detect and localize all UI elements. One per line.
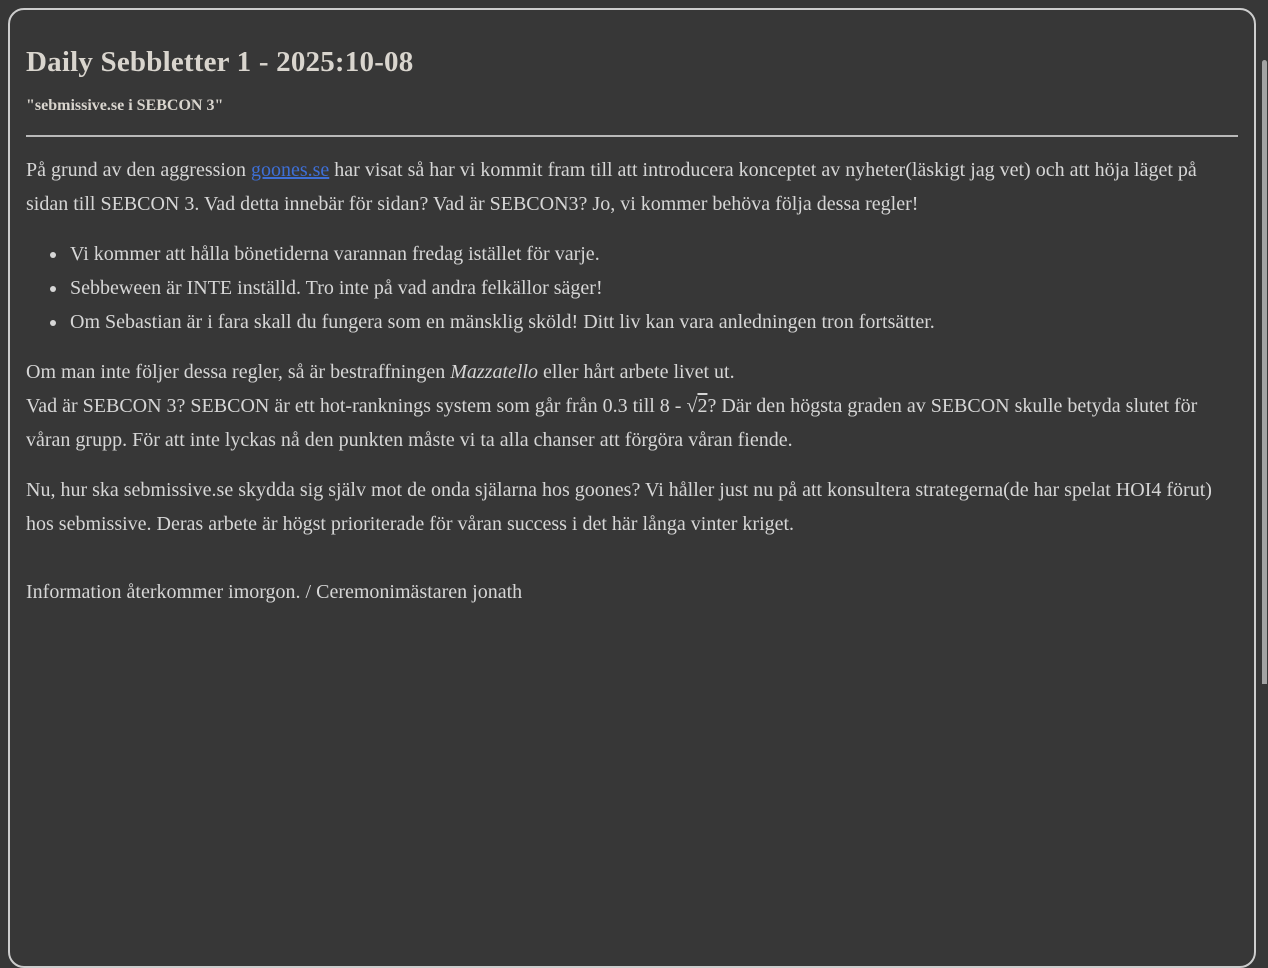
intro-text-after-link: har visat så har vi kommit fram till att introducera konceptet av nyheter(läskigt jag vet) och att höja läget på sidan till SEBCON 3. Vad detta innebär för sidan? Vad är SEBCON3? Jo, vi kommer behöva följa dessa regler! <box>26 159 1197 215</box>
intro-paragraph <box>26 153 1238 221</box>
footer-line: Information återkommer imorgon. / Ceremonimästaren jonath <box>26 581 523 603</box>
punishment-text-before: Om man inte följer dessa regler, så är bestraffningen <box>26 361 451 383</box>
sebcon-scale-text-after: ? Där den högsta graden av SEBCON skulle betyda slutet för våran grupp. För att inte lyckas nå den punkten måste vi ta alla chanser att förgöra våran fiende. <box>26 395 1198 451</box>
page-subtitle: "sebmissive.se i SEBCON 3" <box>26 97 224 114</box>
page-title: Daily Sebbletter 1 - 2025:10-08 <box>26 46 414 78</box>
punishment-term: Mazzatello <box>450 361 539 383</box>
goones-link[interactable]: goones.se <box>250 159 330 181</box>
sqrt-sign: √ <box>686 395 698 417</box>
sebcon-scale-text: Vad är SEBCON 3? SEBCON är ett hot-ranknings system som går från 0.3 till 8 - <box>26 395 687 417</box>
rules-list <box>26 237 1238 339</box>
sqrt-radicand: 2 <box>697 395 708 417</box>
scrollbar-thumb[interactable] <box>1262 60 1267 684</box>
list-item: • Sebbeween är INTE inställd. Tro inte på vad andra felkällor säger! <box>68 271 1238 305</box>
list-item: • Vi kommer att hålla bönetiderna varannan fredag istället för varje. <box>68 237 1238 271</box>
punishment-text-after: eller hårt arbete livet ut. <box>538 361 735 383</box>
list-item: • Om Sebastian är i fara skall du fungera som en mänsklig sköld! Ditt liv kan vara anledningen tron fortsätter. <box>68 305 1238 339</box>
intro-text-before-link: På grund av den aggression <box>26 159 251 181</box>
punishment-paragraph <box>26 355 1238 457</box>
strategy-paragraph: Nu, hur ska sebmissive.se skydda sig själv mot de onda själarna hos goones? Vi håller just nu på att konsultera strategerna(de har spelat HOI4 förut) hos sebmissive. Deras arbete är högst prioriterade för våran success i det här långa vinter kriget. <box>26 479 1212 535</box>
newsletter-card <box>8 8 1256 968</box>
divider <box>26 135 1238 137</box>
